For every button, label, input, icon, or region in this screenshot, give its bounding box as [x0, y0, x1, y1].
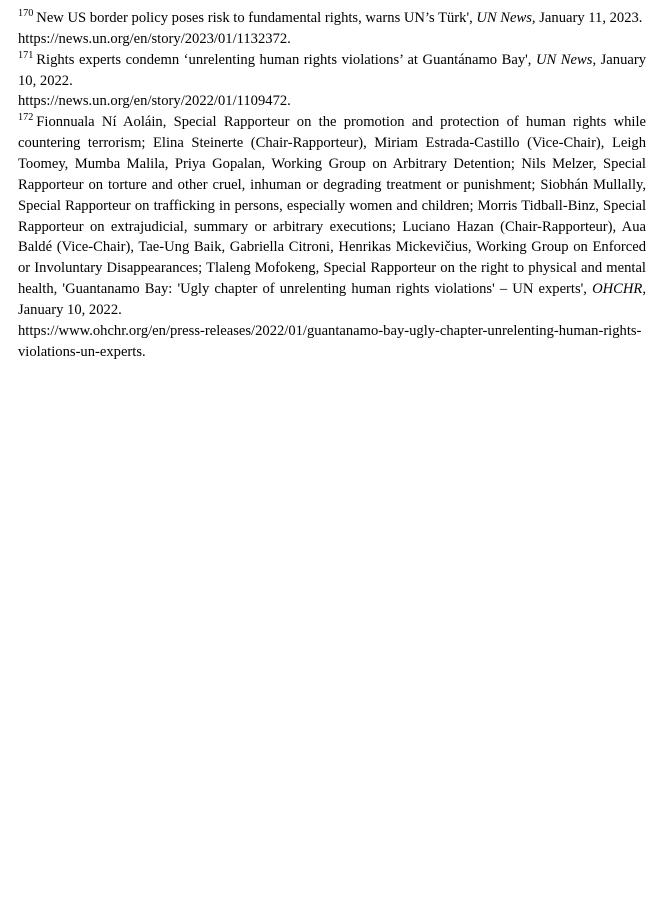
- footnote-number: 171: [18, 49, 34, 61]
- footnote-body: Fionnuala Ní Aoláin, Special Rapporteur on the promotion and protection of human rights while countering terrorism; Elina Steinerte (Chair-Rapporteur), Miriam Estrada-Castillo (Vice-Chair), Leigh Toomey, Mumba Malila, Priya Gopalan, Working Group on Arbitrary Detention; Nils Melzer, Special Rapporteur on torture and other cruel, inhuman or degrading treatment or punishment; Siobhán Mullally, Special Rapporteur on trafficking in persons, especially women and children; Morris Tidball-Binz, Special Rapporteur on extrajudicial, summary or arbitrary executions; Luciano Hazan (Chair-Rapporteur), Aua Baldé (Vice-Chair), Tae-Ung Baik, Gabriella Citroni, Henrikas Mickevičius, Working Group on Enforced or Involuntary Disappearances; Tlaleng Mofokeng, Special Rapporteur on the right to physical and mental health, 'Guantanamo Bay: 'Ugly chapter of unrelenting human rights violations' – UN experts',: [18, 114, 646, 298]
- footnote-date: January 11, 2023.: [535, 10, 643, 26]
- footnote-source: OHCHR: [592, 281, 643, 298]
- footnote-171: $^{171}$ Rights experts condemn ‘unrelenting human rights violations’ at Guantánamo Bay', UN News, January 10, 2022.: [18, 49, 647, 89]
- footnote-172-url: https://www.ohchr.org/en/press-releases/2022/01/guantanamo-bay-ugly-chapter-unrelenting-human-rights-violations-un-experts.: [18, 322, 642, 360]
- footnote-source: UN News,: [476, 10, 536, 26]
- footnote-date: , January 10, 2022.: [18, 51, 647, 89]
- footnote-title: New US border policy poses risk to fundamental rights, warns UN’s Türk': [36, 10, 470, 26]
- footnote-170-url: https://news.un.org/en/story/2023/01/1132372.: [18, 30, 291, 47]
- footnote-170: $^{170}$ New US border policy poses risk to fundamental rights, warns UN’s Türk', UN News, January 11, 2023.: [18, 8, 643, 26]
- footnote-172: [18, 112, 646, 321]
- footnote-title: Rights experts condemn ‘unrelenting human rights violations’ at Guantánamo Bay': [36, 51, 528, 68]
- footnote-171-url: https://news.un.org/en/story/2022/01/1109472.: [18, 93, 291, 110]
- footnote-date: , January 10, 2022.: [18, 281, 647, 319]
- footnote-number: 170: [18, 8, 34, 20]
- footnote-source: UN News: [535, 51, 593, 68]
- footnote-number: 172: [18, 112, 34, 124]
